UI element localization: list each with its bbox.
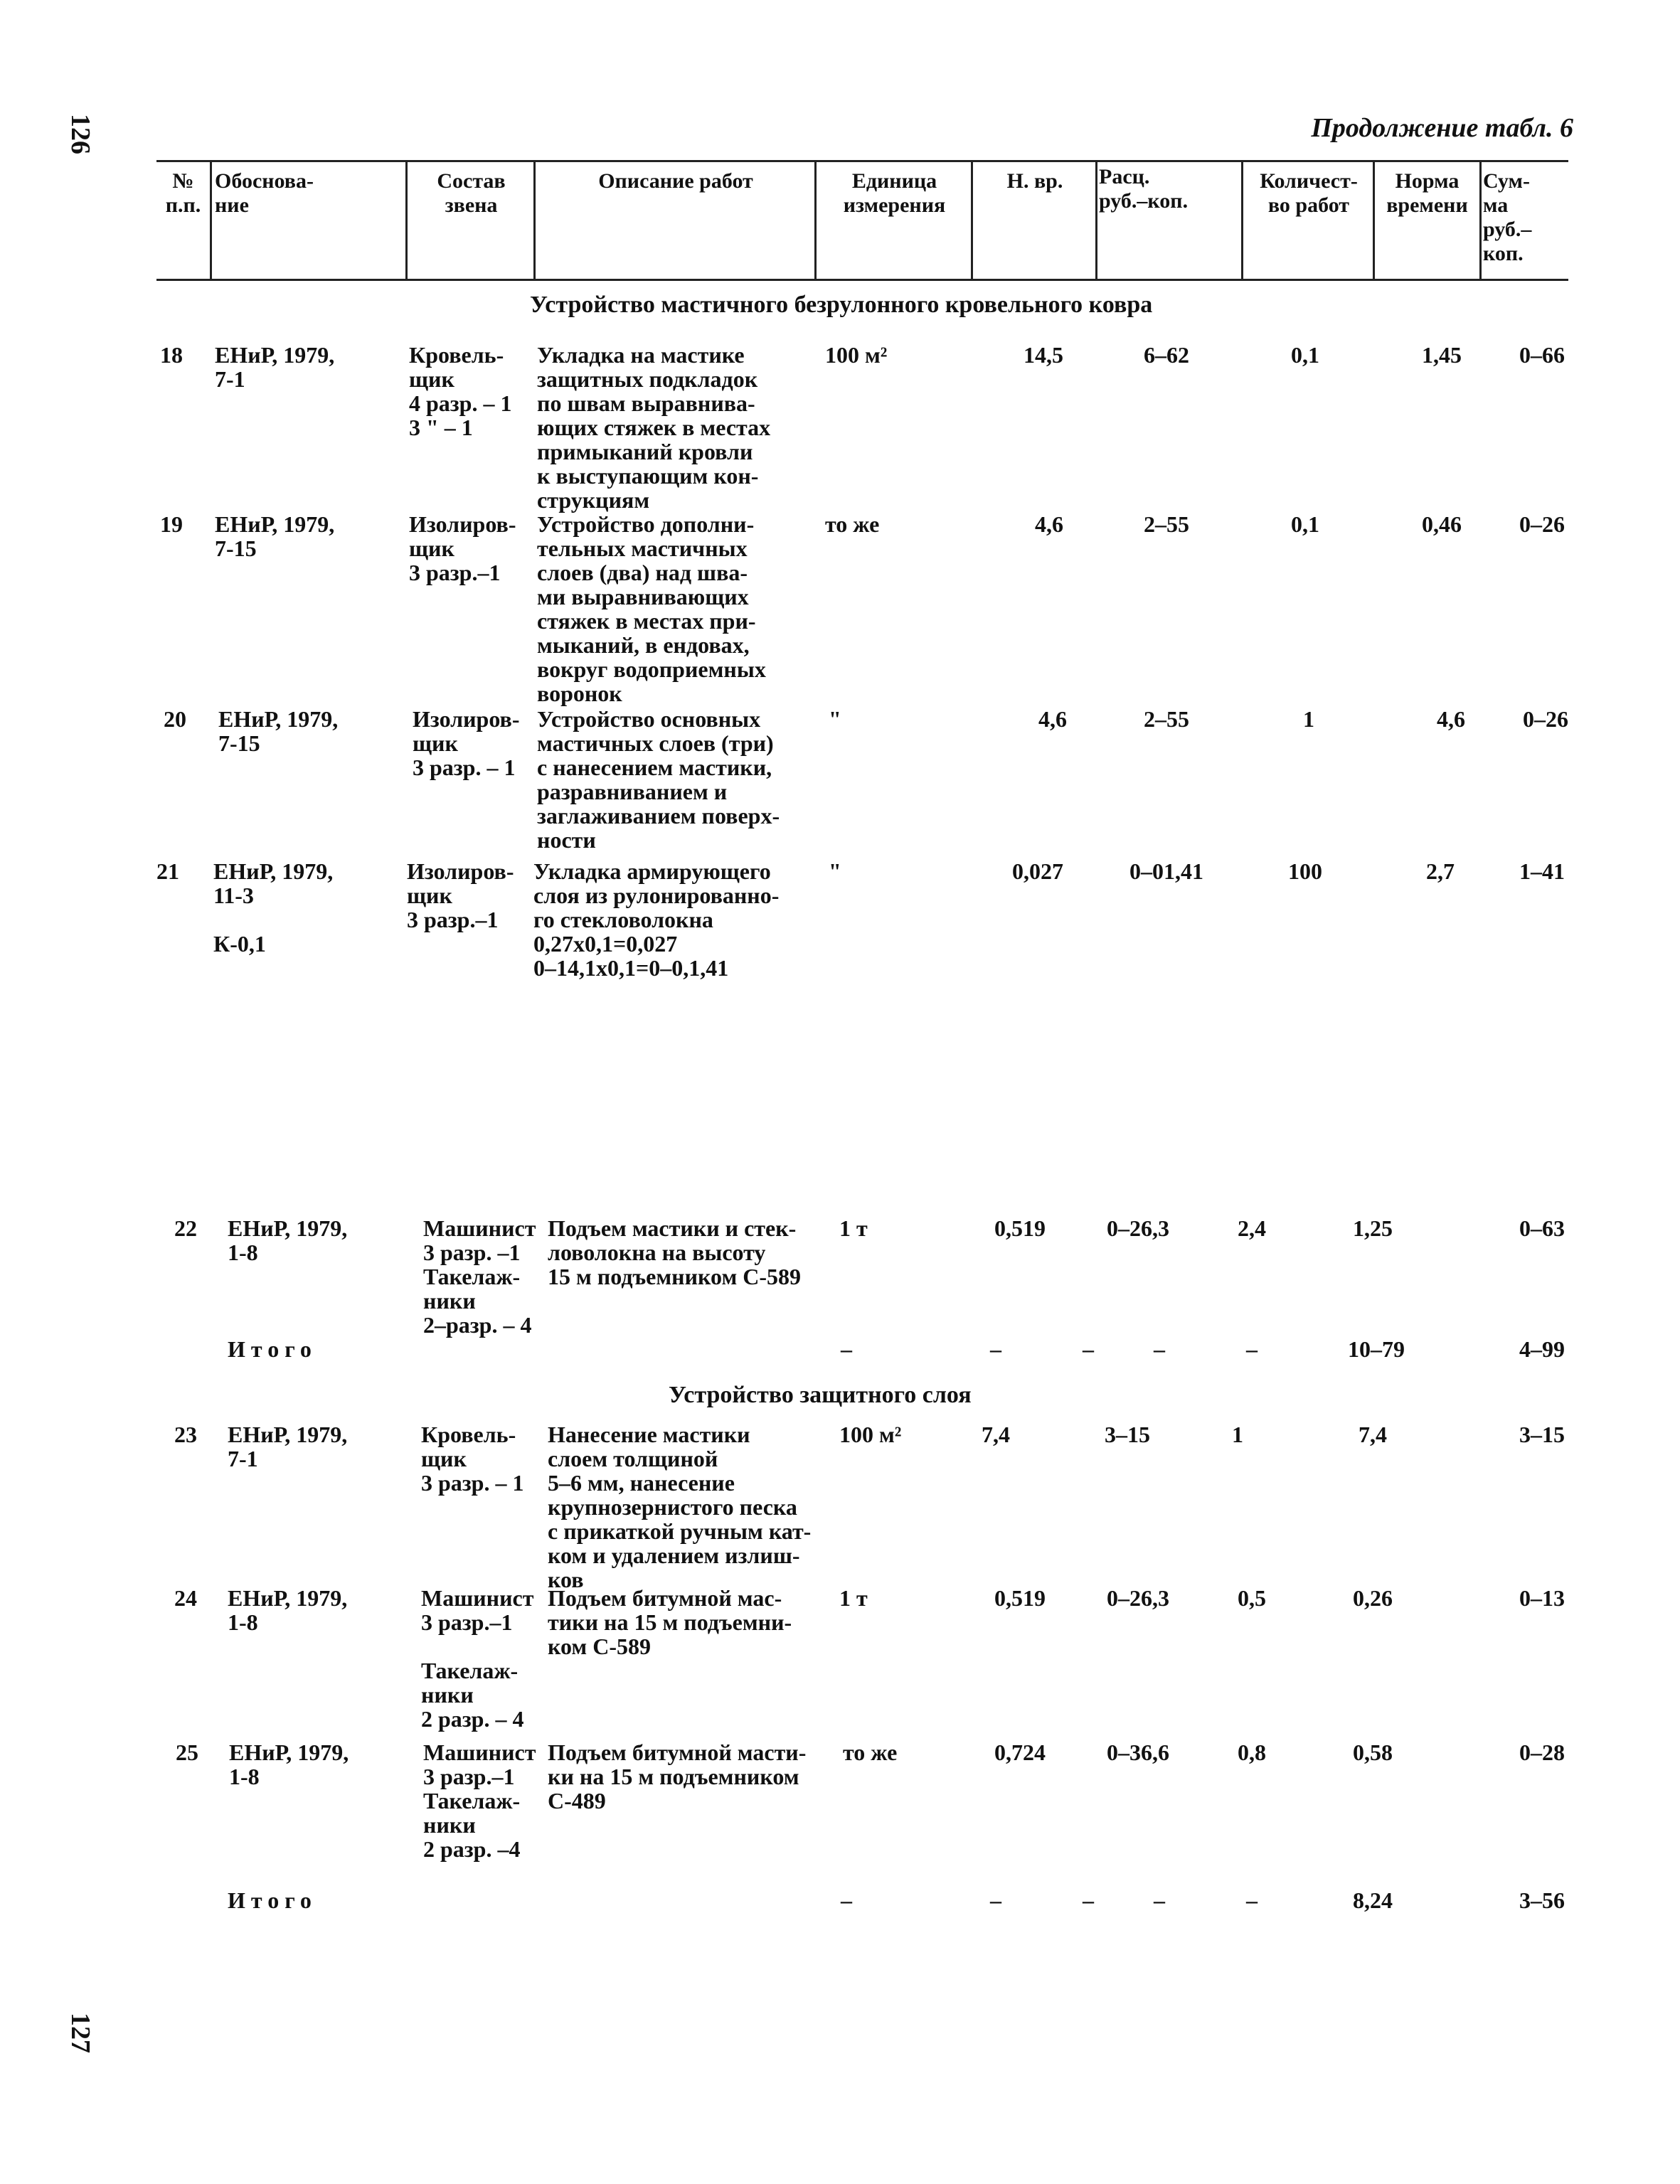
row-rate: 0–01,41 <box>1129 858 1203 884</box>
row-number: 19 <box>160 511 183 537</box>
col-divider <box>971 160 973 281</box>
row-unit: 100 м² <box>825 342 888 368</box>
header-top-rule <box>156 160 1568 162</box>
row-crew: Машинист 3 разр. –1 Такелаж- ники 2–разр. – 4 <box>423 1215 536 1338</box>
section-title: Устройство мастичного безрулонного кровельного ковра <box>530 292 1153 318</box>
total-label: Итого <box>228 1336 317 1362</box>
total-nvr: – <box>990 1887 1001 1913</box>
col-divider <box>210 160 212 281</box>
row-crew: Кровель- щик 4 разр. – 1 3 " – 1 <box>409 342 512 440</box>
row-qty: 0,8 <box>1238 1740 1266 1765</box>
row-rate: 0–26,3 <box>1107 1585 1169 1611</box>
row-unit: " <box>829 858 841 884</box>
total-sum: 4–99 <box>1519 1336 1565 1362</box>
row-crew: Машинист 3 разр.–1 Такелаж- ники 2 разр. –4 <box>423 1740 536 1862</box>
total-label: Итого <box>228 1887 317 1913</box>
row-norm: 0,46 <box>1422 511 1462 537</box>
header-no: № п.п. <box>165 169 201 217</box>
row-crew: Изолиров- щик 3 разр.–1 <box>409 511 516 585</box>
col-divider <box>1479 160 1482 281</box>
row-number: 20 <box>164 706 186 732</box>
row-number: 18 <box>160 342 183 368</box>
page-number-bottom: 127 <box>65 2013 95 2053</box>
header-bottom-rule <box>156 279 1568 281</box>
row-unit: 1 т <box>839 1215 868 1241</box>
row-number: 22 <box>174 1215 197 1241</box>
row-number: 24 <box>174 1585 197 1611</box>
row-number: 23 <box>174 1422 197 1447</box>
col-divider <box>533 160 536 281</box>
section-title: Устройство защитного слоя <box>669 1382 972 1408</box>
row-sum: 0–66 <box>1519 342 1565 368</box>
row-nvr: 0,027 <box>1012 858 1063 884</box>
row-basis: ЕНиР, 1979, 7-15 <box>218 706 339 756</box>
total-dash: – <box>1246 1336 1258 1362</box>
col-divider <box>1241 160 1243 281</box>
row-unit: то же <box>843 1740 898 1765</box>
row-description: Укладка на мастике защитных подкладок по швам выравнива- ющих стяжек в местах примыканий кровли к выступающим кон- струкциям <box>537 342 771 513</box>
row-description: Укладка армирующего слоя из рулонированно- го стекловолокна 0,27х0,1=0,027 0–14,1х0,1=0–0,1,41 <box>533 858 780 981</box>
page-number-top: 126 <box>65 114 95 154</box>
row-qty: 1 <box>1232 1422 1243 1447</box>
row-description: Подъем битумной масти- ки на 15 м подъемником С-489 <box>548 1740 807 1813</box>
row-sum: 1–41 <box>1519 858 1565 884</box>
row-description: Подъем битумной мас- тики на 15 м подъемни- ком С-589 <box>548 1585 792 1659</box>
row-number: 25 <box>176 1740 198 1765</box>
row-norm: 1,25 <box>1353 1215 1393 1241</box>
total-norm: 8,24 <box>1353 1887 1393 1913</box>
row-nvr: 0,724 <box>994 1740 1046 1765</box>
row-unit: " <box>829 706 841 732</box>
row-sum: 3–15 <box>1519 1422 1565 1447</box>
row-basis: ЕНиР, 1979, 1-8 <box>229 1740 349 1789</box>
row-basis: ЕНиР, 1979, 7-1 <box>215 342 335 392</box>
row-norm: 0,58 <box>1353 1740 1393 1765</box>
row-description: Нанесение мастики слоем толщиной 5–6 мм, нанесение крупнозернистого песка с прикаткой ручным кат- ком и удалением излиш- ков <box>548 1422 812 1592</box>
row-rate: 2–55 <box>1144 511 1189 537</box>
header-description: Описание работ <box>598 169 753 193</box>
row-crew: Кровель- щик 3 разр. – 1 <box>421 1422 524 1496</box>
row-rate: 0–36,6 <box>1107 1740 1169 1765</box>
col-divider <box>1095 160 1097 281</box>
row-sum: 0–28 <box>1519 1740 1565 1765</box>
row-norm: 1,45 <box>1422 342 1462 368</box>
row-norm: 2,7 <box>1426 858 1455 884</box>
header-norm: Норма времени <box>1386 169 1468 217</box>
row-number: 21 <box>156 858 179 884</box>
row-description: Устройство основных мастичных слоев (три) с нанесением мастики, разравниванием и заглаживанием поверх- ности <box>537 706 780 853</box>
row-nvr: 7,4 <box>982 1422 1010 1447</box>
row-qty: 0,5 <box>1238 1585 1266 1611</box>
row-description: Подъем мастики и стек- ловолокна на высоту 15 м подъемником С-589 <box>548 1215 801 1289</box>
header-crew: Состав звена <box>437 169 506 217</box>
row-norm: 0,26 <box>1353 1585 1393 1611</box>
row-sum: 0–63 <box>1519 1215 1565 1241</box>
row-basis: ЕНиР, 1979, 11-3 К-0,1 <box>213 858 334 957</box>
row-nvr: 14,5 <box>1024 342 1063 368</box>
row-qty: 0,1 <box>1291 511 1319 537</box>
total-unit: – <box>841 1336 852 1362</box>
row-sum: 0–13 <box>1519 1585 1565 1611</box>
row-basis: ЕНиР, 1979, 7-15 <box>215 511 335 561</box>
row-norm: 7,4 <box>1359 1422 1387 1447</box>
total-qty: – <box>1154 1887 1165 1913</box>
total-rate: – <box>1083 1887 1094 1913</box>
total-dash: – <box>1246 1887 1258 1913</box>
row-unit: 100 м² <box>839 1422 902 1447</box>
row-nvr: 0,519 <box>994 1215 1046 1241</box>
table-continuation-title: Продолжение табл. 6 <box>1311 113 1573 143</box>
header-rate: Расц. руб.–коп. <box>1099 165 1189 213</box>
total-unit: – <box>841 1887 852 1913</box>
total-sum: 3–56 <box>1519 1887 1565 1913</box>
total-nvr: – <box>990 1336 1001 1362</box>
header-basis: Обоснова- ние <box>215 169 314 217</box>
row-sum: 0–26 <box>1519 511 1565 537</box>
total-qty: – <box>1154 1336 1165 1362</box>
row-nvr: 4,6 <box>1035 511 1063 537</box>
col-divider <box>814 160 817 281</box>
row-nvr: 0,519 <box>994 1585 1046 1611</box>
col-divider <box>405 160 408 281</box>
row-qty: 2,4 <box>1238 1215 1266 1241</box>
row-norm: 4,6 <box>1437 706 1465 732</box>
row-qty: 0,1 <box>1291 342 1319 368</box>
row-basis: ЕНиР, 1979, 1-8 <box>228 1215 348 1265</box>
total-rate: – <box>1083 1336 1094 1362</box>
row-basis: ЕНиР, 1979, 7-1 <box>228 1422 348 1471</box>
total-norm: 10–79 <box>1348 1336 1405 1362</box>
row-basis: ЕНиР, 1979, 1-8 <box>228 1585 348 1635</box>
row-rate: 3–15 <box>1105 1422 1150 1447</box>
row-qty: 100 <box>1288 858 1322 884</box>
row-sum: 0–26 <box>1523 706 1568 732</box>
row-crew: Изолиров- щик 3 разр.–1 <box>407 858 514 932</box>
header-qty: Количест- во работ <box>1260 169 1358 217</box>
row-rate: 2–55 <box>1144 706 1189 732</box>
row-nvr: 4,6 <box>1038 706 1067 732</box>
row-crew: Изолиров- щик 3 разр. – 1 <box>413 706 520 780</box>
header-unit: Единица измерения <box>843 169 946 217</box>
row-rate: 6–62 <box>1144 342 1189 368</box>
row-unit: 1 т <box>839 1585 868 1611</box>
header-nvr: Н. вр. <box>1006 169 1063 193</box>
row-qty: 1 <box>1303 706 1314 732</box>
row-crew: Машинист 3 разр.–1 Такелаж- ники 2 разр. – 4 <box>421 1585 534 1732</box>
row-rate: 0–26,3 <box>1107 1215 1169 1241</box>
row-unit: то же <box>825 511 880 537</box>
header-sum: Сум- ма руб.– коп. <box>1483 169 1532 265</box>
row-description: Устройство дополни- тельных мастичных слоев (два) над шва- ми выравнивающих стяжек в местах при- мыканий, в ендовах, вокруг водоприемных воронок <box>537 511 766 706</box>
